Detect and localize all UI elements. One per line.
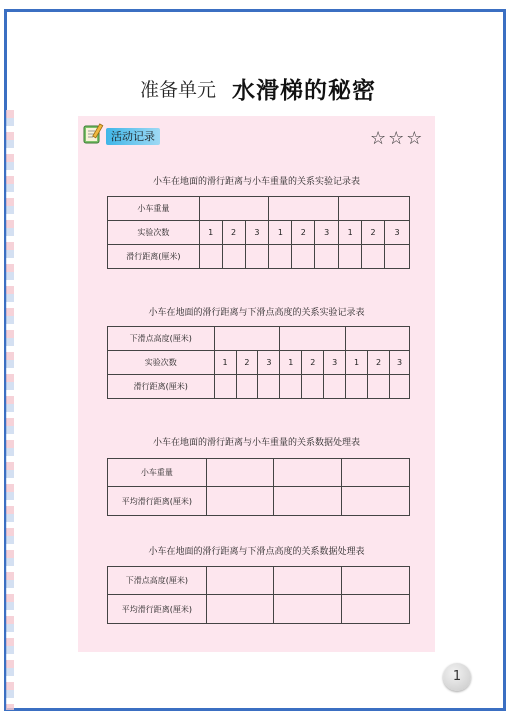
table2-caption: 小车在地面的滑行距离与下滑点高度的关系实验记录表: [148, 308, 365, 318]
distance-cell[interactable]: [346, 375, 368, 399]
trial-number: 2: [302, 351, 324, 375]
table2-experiment-record: [107, 326, 410, 399]
distance-cell[interactable]: [389, 375, 409, 399]
distance-cell[interactable]: [236, 375, 258, 399]
table2-height-cell[interactable]: [346, 327, 410, 351]
distance-cell[interactable]: [324, 375, 346, 399]
distance-cell[interactable]: [292, 245, 315, 269]
distance-cell[interactable]: [245, 245, 269, 269]
distance-cell[interactable]: [385, 245, 410, 269]
distance-cell[interactable]: [214, 375, 236, 399]
average-distance-cell[interactable]: [206, 595, 274, 624]
trial-number: 1: [214, 351, 236, 375]
trial-number: 3: [258, 351, 280, 375]
table2-row-label: 实验次数: [108, 351, 215, 375]
distance-cell[interactable]: [362, 245, 385, 269]
activity-record-tag: 活动记录: [106, 128, 160, 145]
trial-number: 3: [245, 221, 269, 245]
table1-weight-cell[interactable]: [339, 197, 410, 221]
table3-row-label: 平均滑行距离(厘米): [108, 487, 207, 516]
average-distance-cell[interactable]: [342, 595, 410, 624]
weight-cell[interactable]: [342, 459, 410, 487]
page-edge-decoration: [6, 110, 14, 710]
table1-weight-cell[interactable]: [269, 197, 339, 221]
trial-number: 1: [280, 351, 302, 375]
weight-cell[interactable]: [206, 459, 274, 487]
table2-row-label: 滑行距离(厘米): [108, 375, 215, 399]
height-cell[interactable]: [274, 567, 342, 595]
height-cell[interactable]: [206, 567, 274, 595]
table4-row-label: 平均滑行距离(厘米): [108, 595, 207, 624]
table3-caption: 小车在地面的滑行距离与小车重量的关系数据处理表: [152, 438, 360, 448]
trial-number: 3: [385, 221, 410, 245]
table2-height-cell[interactable]: [280, 327, 346, 351]
table2-row-label: 下滑点高度(厘米): [108, 327, 215, 351]
distance-cell[interactable]: [222, 245, 245, 269]
average-distance-cell[interactable]: [342, 487, 410, 516]
average-distance-cell[interactable]: [206, 487, 274, 516]
trial-number: 2: [368, 351, 390, 375]
trial-number: 2: [362, 221, 385, 245]
table1-experiment-record: [107, 196, 410, 269]
trial-number: 1: [339, 221, 362, 245]
weight-cell[interactable]: [274, 459, 342, 487]
distance-cell[interactable]: [258, 375, 280, 399]
notebook-pencil-icon: [81, 122, 105, 146]
page-number-button[interactable]: 1: [443, 663, 471, 691]
table4-caption: 小车在地面的滑行距离与下滑点高度的关系数据处理表: [148, 547, 365, 557]
table4-data-processing: [107, 566, 410, 624]
table4-row-label: 下滑点高度(厘米): [108, 567, 207, 595]
average-distance-cell[interactable]: [274, 487, 342, 516]
trial-number: 2: [222, 221, 245, 245]
table1-row-label: 小车重量: [108, 197, 200, 221]
unit-label: 准备单元: [139, 79, 216, 101]
distance-cell[interactable]: [302, 375, 324, 399]
distance-cell[interactable]: [368, 375, 390, 399]
table3-data-processing: [107, 458, 410, 516]
trial-number: 2: [236, 351, 258, 375]
trial-number: 2: [292, 221, 315, 245]
unit-title: 水滑梯的秘密: [232, 77, 376, 104]
rating-stars: ☆☆☆: [370, 128, 425, 149]
trial-number: 3: [324, 351, 346, 375]
distance-cell[interactable]: [269, 245, 292, 269]
table1-row-label: 滑行距离(厘米): [108, 245, 200, 269]
trial-number: 3: [315, 221, 339, 245]
table1-caption: 小车在地面的滑行距离与小车重量的关系实验记录表: [152, 177, 360, 187]
trial-number: 1: [199, 221, 222, 245]
table1-weight-cell[interactable]: [199, 197, 269, 221]
distance-cell[interactable]: [339, 245, 362, 269]
distance-cell[interactable]: [315, 245, 339, 269]
trial-number: 1: [346, 351, 368, 375]
table1-row-label: 实验次数: [108, 221, 200, 245]
height-cell[interactable]: [342, 567, 410, 595]
table3-row-label: 小车重量: [108, 459, 207, 487]
average-distance-cell[interactable]: [274, 595, 342, 624]
trial-number: 1: [269, 221, 292, 245]
distance-cell[interactable]: [280, 375, 302, 399]
page-title: [0, 72, 516, 105]
table2-height-cell[interactable]: [214, 327, 280, 351]
trial-number: 3: [389, 351, 409, 375]
distance-cell[interactable]: [199, 245, 222, 269]
